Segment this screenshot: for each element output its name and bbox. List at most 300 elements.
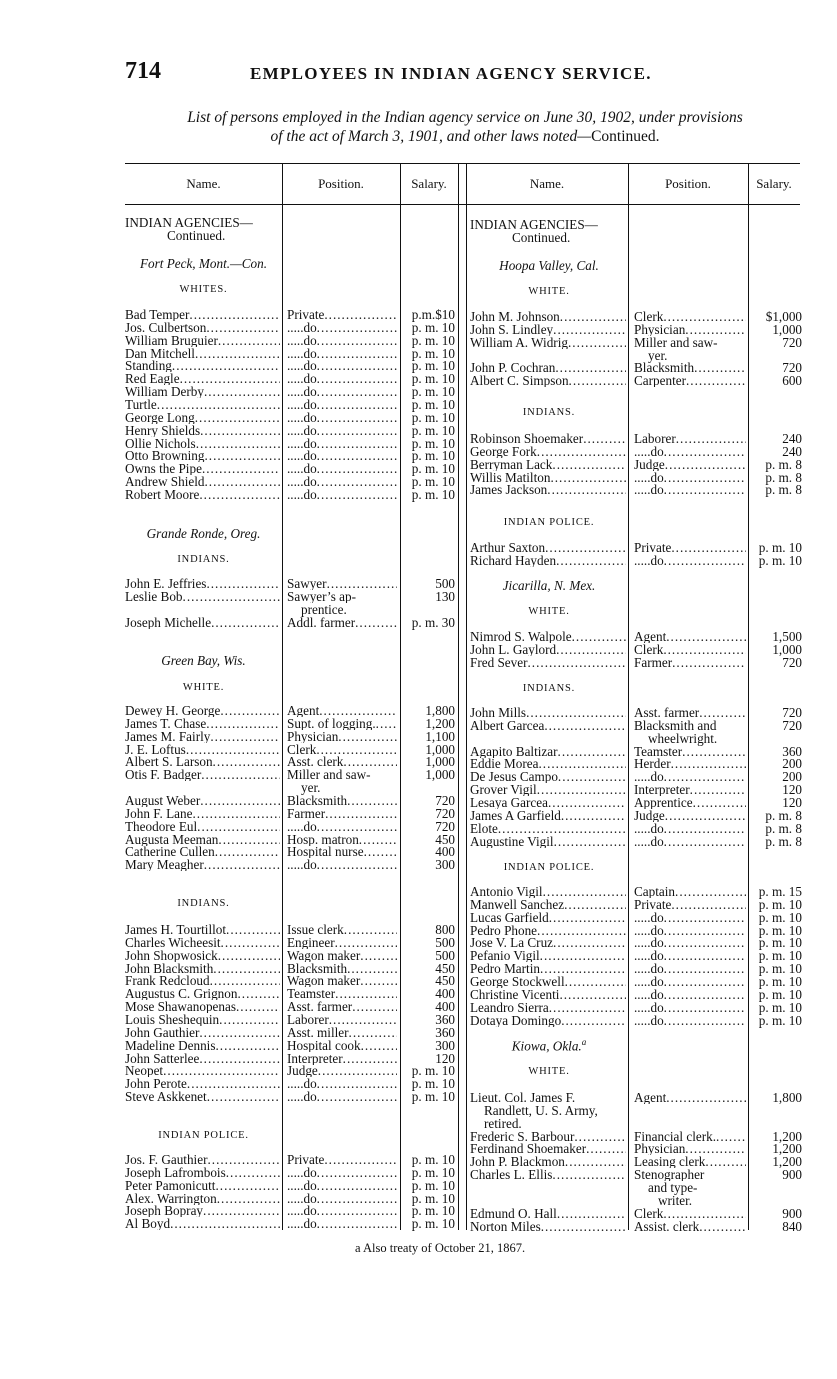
pos-cell-cont: and type- — [648, 1179, 698, 1195]
name-cell-text: John P. Blackmon — [470, 1155, 565, 1169]
name-cell — [125, 807, 280, 820]
name-cell-text: George Stockwell — [470, 974, 565, 988]
name-cell — [125, 820, 280, 833]
leader-dots — [317, 475, 397, 488]
agency-name — [125, 256, 282, 272]
pos-cell-text: Farmer — [287, 806, 326, 820]
pos-cell — [287, 359, 397, 372]
leader-dots — [537, 783, 626, 796]
name-cell-text: J. E. Loftus — [125, 742, 186, 756]
salary-cell: 120 — [435, 1050, 455, 1066]
leader-dots — [219, 1013, 280, 1026]
salary-cell: 720 — [435, 792, 455, 808]
salary-cell: 720 — [782, 360, 802, 376]
agency-name-text: Hoopa Valley, Cal. — [499, 258, 599, 273]
pos-cell — [287, 1052, 397, 1065]
name-cell — [470, 936, 626, 949]
pos-cell-text: .....do — [287, 397, 317, 411]
leader-dots — [317, 1077, 397, 1090]
pos-cell-text: .....do — [634, 923, 664, 937]
name-cell — [470, 361, 626, 374]
salary-cell: p. m. 10 — [758, 973, 802, 989]
leader-dots — [498, 822, 626, 835]
leader-dots — [552, 1168, 626, 1181]
leader-dots — [705, 1155, 746, 1168]
group-label: INDIAN POLICE. — [158, 1130, 249, 1141]
name-cell — [125, 1217, 280, 1230]
name-cell — [125, 717, 280, 730]
pos-cell-cont: prentice. — [301, 601, 347, 617]
name-cell — [125, 372, 280, 385]
salary-cell: 600 — [782, 373, 802, 389]
pos-cell — [287, 923, 397, 936]
name-cell — [125, 359, 280, 372]
name-cell-text: Elote — [470, 821, 498, 835]
header-position-right: Position. — [665, 176, 711, 191]
pos-cell — [634, 471, 746, 484]
leader-dots — [664, 770, 746, 783]
pos-cell-text: Interpreter — [634, 783, 690, 797]
salary-cell: p. m. 10 — [758, 1012, 802, 1028]
name-cell — [125, 1153, 280, 1166]
name-cell-text: Augustus C. Grignon — [125, 987, 238, 1001]
leader-dots — [360, 974, 397, 987]
leader-dots — [317, 1166, 397, 1179]
salary-cell: 720 — [782, 705, 802, 720]
pos-cell — [634, 361, 746, 374]
name-cell-text: Pedro Martin — [470, 962, 540, 976]
leader-dots — [324, 1153, 397, 1166]
salary-cell: 1,100 — [425, 728, 455, 744]
leader-dots — [317, 372, 397, 385]
salary-cell: 1,500 — [772, 629, 802, 644]
pos-cell — [287, 1192, 397, 1205]
name-cell-text: Red Eagle — [125, 372, 180, 386]
leader-dots — [202, 462, 280, 475]
name-cell-text: Alex. Warrington — [125, 1191, 217, 1205]
pos-cell-text: .....do — [287, 410, 317, 424]
agency-name-text: Fort Peck, Mont.—Con. — [139, 256, 268, 271]
pos-cell-text: Hospital cook — [287, 1038, 361, 1052]
pos-cell-text: Private — [634, 897, 672, 911]
pos-cell — [287, 411, 397, 424]
leader-dots — [213, 755, 280, 768]
salary-cell: p. m. 10 — [758, 909, 802, 925]
pos-cell-text: Clerk — [287, 742, 317, 756]
pos-cell-text: Agent — [287, 704, 320, 717]
pos-cell-text: Laborer — [287, 1012, 329, 1026]
name-cell-text: Neopet — [125, 1064, 164, 1078]
leader-dots — [172, 359, 280, 372]
agency-name-text: Grande Ronde, Oreg. — [146, 526, 261, 541]
salary-cell: p. m. 10 — [411, 1216, 455, 1232]
salary-cell: p. m. 10 — [411, 358, 455, 374]
name-cell-text: James Jackson — [470, 483, 548, 497]
pos-cell — [287, 936, 397, 949]
name-cell — [125, 411, 280, 424]
name-cell-text: Steve Askkenet — [125, 1090, 207, 1104]
name-cell-text: Antonio Vigil — [470, 885, 543, 898]
pos-cell-text: Physician — [287, 729, 339, 743]
name-cell-text: Standing — [125, 359, 172, 373]
leader-dots — [664, 936, 746, 949]
name-cell-text: Joseph Michelle — [125, 615, 212, 629]
name-cell-text: Albert Garcea — [470, 718, 545, 732]
name-cell — [470, 783, 626, 796]
leader-dots — [544, 719, 626, 732]
pos-cell-text: .....do — [634, 974, 664, 988]
pos-cell-text: Wagon maker — [287, 974, 361, 988]
leader-dots — [180, 372, 280, 385]
salary-cell: 400 — [435, 986, 455, 1002]
pos-cell-text: Apprentice — [634, 795, 693, 809]
agency-name — [125, 653, 282, 669]
salary-cell: 1,200 — [772, 1141, 802, 1157]
leader-dots — [549, 1001, 626, 1014]
leader-dots — [553, 936, 626, 949]
name-cell — [125, 321, 280, 334]
salary-cell: 1,000 — [425, 754, 455, 770]
leader-dots — [217, 1192, 280, 1205]
name-cell — [470, 1001, 626, 1014]
name-cell-text: John Perote — [125, 1077, 187, 1091]
name-cell-text: Nimrod S. Walpole — [470, 630, 572, 643]
name-cell-text: Louis Sheshequin — [125, 1012, 220, 1026]
salary-cell: 1,200 — [772, 1128, 802, 1144]
name-cell — [470, 656, 626, 669]
pos-cell-text: Blacksmith — [287, 961, 348, 975]
name-cell-text: Arthur Saxton — [470, 541, 546, 554]
leader-dots — [221, 936, 280, 949]
leader-dots — [664, 988, 746, 1001]
salary-cell: p. m. 10 — [411, 1063, 455, 1079]
salary-cell: 720 — [435, 818, 455, 834]
leader-dots — [200, 424, 280, 437]
name-cell-text: Joseph Lafrombois — [125, 1165, 226, 1179]
col-divider — [466, 164, 467, 1230]
leader-dots — [218, 949, 280, 962]
pos-cell — [287, 717, 397, 730]
leader-dots — [195, 347, 280, 360]
name-cell — [470, 630, 626, 643]
leader-dots — [676, 432, 746, 445]
name-cell-text: Jos. Culbertson — [125, 320, 207, 334]
pos-cell — [634, 924, 746, 937]
name-cell-text: Bad Temper — [125, 308, 190, 321]
name-cell — [125, 334, 280, 347]
leader-dots — [213, 962, 280, 975]
leader-dots — [664, 962, 746, 975]
salary-cell: p. m. 8 — [765, 807, 802, 823]
leader-dots — [335, 987, 397, 1000]
pos-cell-text: Blacksmith — [634, 361, 695, 375]
pos-cell — [634, 796, 746, 809]
leader-dots — [361, 1039, 397, 1052]
leader-dots — [343, 1052, 397, 1065]
pos-cell — [287, 1090, 397, 1103]
pos-cell-text: Sawyer — [287, 577, 327, 590]
leader-dots — [664, 1014, 746, 1027]
pos-cell — [634, 822, 746, 835]
leader-dots — [556, 643, 626, 656]
pos-cell — [634, 458, 746, 471]
pos-cell-text: .....do — [634, 470, 664, 484]
pos-cell — [634, 554, 746, 567]
leader-dots — [347, 962, 397, 975]
section-heading-cont: Continued. — [512, 229, 571, 245]
name-cell — [470, 483, 626, 496]
salary-cell: 900 — [782, 1205, 802, 1221]
pos-cell — [634, 432, 746, 445]
leader-dots — [526, 706, 626, 719]
salary-cell: 400 — [435, 844, 455, 860]
pos-cell — [287, 974, 397, 987]
leader-dots — [203, 1204, 280, 1217]
leader-dots — [665, 809, 746, 822]
name-cell-text: Otto Browning — [125, 449, 205, 463]
name-cell-text: Frederic S. Barbour — [470, 1129, 575, 1143]
pos-cell — [287, 449, 397, 462]
salary-cell: p. m. 8 — [765, 833, 802, 849]
salary-cell: p. m. 10 — [411, 448, 455, 464]
leader-dots — [672, 656, 746, 669]
name-cell — [470, 643, 626, 656]
pos-cell-text: Asst. farmer — [634, 706, 700, 719]
name-cell — [470, 1207, 626, 1220]
leader-dots — [665, 458, 746, 471]
pos-cell-text: Private — [287, 1153, 325, 1166]
leader-dots — [317, 462, 397, 475]
leader-dots — [352, 1000, 397, 1013]
pos-cell — [287, 488, 397, 501]
name-cell-text: Catherine Cullen — [125, 845, 215, 859]
name-cell-text: Jos. F. Gauthier — [125, 1153, 208, 1166]
name-cell-text: Lesaya Garcea — [470, 795, 548, 809]
name-cell-text: Edmund O. Hall — [470, 1206, 557, 1220]
footnote: a Also treaty of October 21, 1867. — [355, 1241, 526, 1255]
salary-cell: p. m. 10 — [411, 1076, 455, 1092]
pos-cell — [287, 475, 397, 488]
pos-cell — [634, 630, 746, 643]
salary-cell: 120 — [782, 794, 802, 810]
pos-cell — [634, 936, 746, 949]
pos-cell — [634, 336, 746, 349]
leader-dots — [195, 411, 280, 424]
pos-cell-text: Clerk — [634, 310, 664, 323]
pos-cell-text: Blacksmith — [287, 793, 348, 807]
pos-cell-text: .....do — [287, 436, 317, 450]
name-cell-text: John Mills — [470, 706, 527, 719]
leader-dots — [666, 630, 746, 643]
leader-dots — [318, 1064, 397, 1077]
leader-dots — [215, 1039, 280, 1052]
leader-dots — [317, 347, 397, 360]
name-cell — [125, 308, 280, 321]
leader-dots — [187, 1077, 280, 1090]
leader-dots — [206, 577, 280, 590]
pos-cell — [634, 988, 746, 1001]
pos-cell-text: Supt. of logging. — [287, 716, 376, 730]
name-cell-text: Andrew Shield — [125, 475, 205, 489]
running-head: EMPLOYEES IN INDIAN AGENCY SERVICE. — [250, 64, 652, 83]
name-cell — [125, 949, 280, 962]
salary-cell: p. m. 8 — [765, 456, 802, 472]
col-divider — [282, 164, 283, 1230]
leader-dots — [554, 835, 626, 848]
leader-dots — [694, 361, 746, 374]
leader-dots — [215, 1179, 280, 1192]
pos-cell-text: Wagon maker — [287, 948, 361, 962]
pos-cell-text: Miller and saw- — [634, 335, 718, 349]
section-heading: INDIAN AGENCIES— — [470, 217, 598, 232]
leader-dots — [163, 1064, 280, 1077]
pos-cell-text: .....do — [287, 333, 317, 347]
pos-cell — [634, 962, 746, 975]
name-cell — [125, 424, 280, 437]
leader-dots — [236, 1000, 280, 1013]
salary-cell: p. m. 10 — [411, 396, 455, 412]
pos-cell — [634, 541, 746, 554]
leader-dots — [204, 475, 280, 488]
salary-cell: 900 — [782, 1167, 802, 1183]
pos-cell — [287, 590, 397, 603]
pos-cell-text: Agent — [634, 630, 667, 643]
pos-cell-text: Assist. clerk — [634, 1219, 700, 1233]
leader-dots — [206, 321, 280, 334]
leader-dots — [237, 987, 280, 1000]
name-cell — [125, 845, 280, 858]
pos-cell — [634, 1130, 746, 1143]
salary-cell: p. m. 10 — [411, 332, 455, 348]
salary-cell: 500 — [435, 934, 455, 950]
name-cell — [470, 924, 626, 937]
leader-dots — [663, 310, 746, 323]
pos-cell — [634, 1220, 746, 1233]
pos-cell-text: .....do — [287, 858, 317, 872]
leader-dots — [664, 445, 746, 458]
salary-cell: p. m. 10 — [758, 986, 802, 1002]
pos-cell — [287, 730, 397, 743]
name-cell-text: Owns the Pipe — [125, 462, 202, 476]
pos-cell — [634, 898, 746, 911]
name-cell-text: Otis F. Badger — [125, 768, 202, 782]
name-cell — [125, 449, 280, 462]
name-cell — [125, 1192, 280, 1205]
name-cell-text: De Jesus Campo — [470, 770, 558, 784]
name-cell-text: John F. Lane — [125, 806, 193, 820]
leader-dots — [355, 616, 397, 629]
leader-dots — [543, 885, 626, 898]
leader-dots — [364, 845, 397, 858]
pos-cell — [287, 577, 397, 590]
name-cell — [125, 768, 280, 781]
table-caption — [120, 108, 810, 146]
name-cell — [470, 911, 626, 924]
leader-dots — [197, 820, 280, 833]
pos-cell-text: Addl. farmer — [287, 615, 356, 629]
salary-cell: p. m. 10 — [411, 345, 455, 361]
pos-cell-text: Blacksmith and — [634, 718, 717, 732]
leader-dots — [664, 924, 746, 937]
salary-cell: 1,000 — [772, 321, 802, 337]
leader-dots — [545, 541, 626, 554]
pos-cell-text: Agent — [634, 1091, 667, 1104]
name-cell-text: Charles Wicheesit — [125, 935, 221, 949]
pos-cell — [634, 745, 746, 758]
name-cell-text: Robinson Shoemaker — [470, 432, 584, 445]
name-cell — [470, 719, 626, 732]
pos-cell-text: .....do — [634, 987, 664, 1001]
pos-cell — [287, 704, 397, 717]
leader-dots — [550, 471, 626, 484]
leader-dots — [565, 975, 626, 988]
leader-dots — [317, 398, 397, 411]
pos-cell — [287, 1166, 397, 1179]
name-cell — [470, 975, 626, 988]
pos-cell — [634, 719, 746, 732]
leader-dots — [663, 1207, 746, 1220]
salary-cell: 130 — [435, 588, 455, 604]
leader-dots — [204, 385, 280, 398]
leader-dots — [704, 1168, 746, 1181]
salary-cell: 360 — [435, 1011, 455, 1027]
leader-dots — [199, 1026, 280, 1039]
group-label: WHITE. — [528, 1066, 570, 1077]
pos-cell — [287, 833, 397, 846]
salary-cell: p. m. 10 — [758, 935, 802, 951]
salary-cell: 1,000 — [425, 741, 455, 757]
salary-cell: p. m. 10 — [758, 552, 802, 568]
pos-cell — [634, 1207, 746, 1220]
name-cell — [470, 1142, 626, 1155]
leader-dots — [356, 590, 397, 603]
name-cell-text: Christine Vicenti — [470, 987, 560, 1001]
leader-dots — [537, 924, 626, 937]
name-cell — [125, 398, 280, 411]
section-heading: INDIAN AGENCIES— — [125, 215, 253, 230]
agency-name-text: Kiowa, Okla. — [511, 1038, 582, 1054]
name-cell-text: Robert Moore — [125, 487, 200, 501]
name-cell — [125, 1077, 280, 1090]
name-cell-text: Peter Pamonicutt — [125, 1178, 216, 1192]
leader-dots — [317, 424, 397, 437]
salary-cell: p. m. 10 — [411, 371, 455, 387]
leader-dots — [664, 949, 746, 962]
leader-dots — [360, 949, 397, 962]
page-number: 714 — [125, 58, 161, 84]
salary-cell: p. m. 10 — [411, 384, 455, 400]
leader-dots — [226, 923, 280, 936]
salary-cell: p.m.$10 — [411, 307, 455, 322]
name-cell-text: Dewey H. George — [125, 704, 221, 717]
leader-dots — [540, 949, 626, 962]
name-cell — [125, 1013, 280, 1026]
salary-cell: $1,000 — [765, 309, 802, 324]
salary-cell: p. m. 10 — [411, 1203, 455, 1219]
leader-dots — [553, 323, 626, 336]
name-cell — [125, 923, 280, 936]
salary-cell: 500 — [435, 576, 455, 591]
pos-cell — [634, 1014, 746, 1027]
name-cell-text: John P. Cochran — [470, 361, 556, 375]
caption-continued: Continued. — [591, 128, 660, 145]
pos-cell — [287, 1204, 397, 1217]
name-cell-text: Norton Miles — [470, 1219, 541, 1233]
group-label: INDIAN POLICE. — [503, 517, 595, 528]
name-cell — [470, 796, 626, 809]
pos-cell-cont: wheelwright. — [648, 730, 718, 746]
leader-dots — [317, 820, 397, 833]
